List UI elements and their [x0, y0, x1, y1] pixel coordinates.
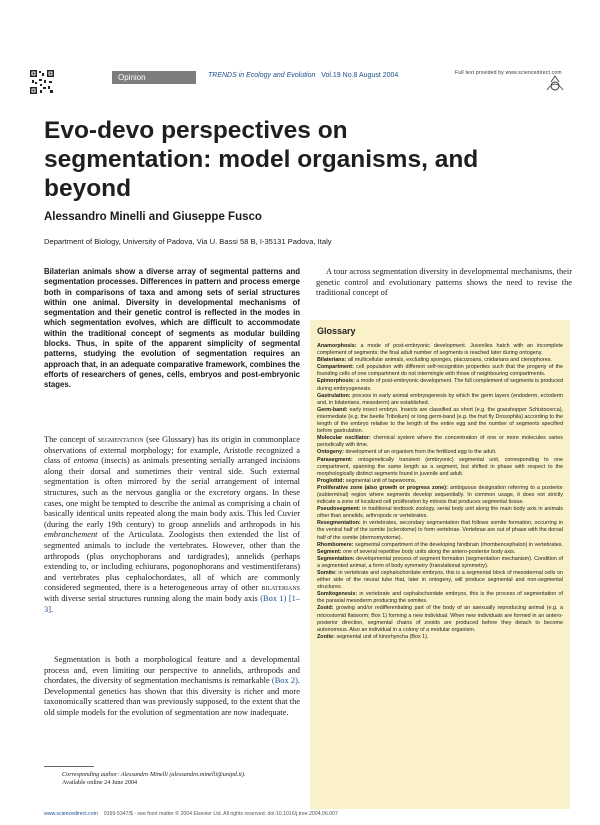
affiliation: Department of Biology, University of Padova, Via U. Bassi 58 B, I-35131 Padova, Italy [44, 237, 332, 246]
journal-name: TRENDS in Ecology and Evolution [208, 72, 316, 79]
glossary-entry [317, 634, 563, 641]
glossary-entry-term: Proliferative zone (also growth or progress zone): [317, 484, 448, 491]
glossary-entry [317, 364, 563, 378]
glossary-entry [317, 407, 563, 435]
footnote-divider [44, 766, 94, 767]
glossary-entry-definition: cell population with different self-recognition properties such that the progeny of the founding cells of one compartment do not intermingle with those of neighbouring compartments. [317, 364, 563, 378]
glossary-entry-term: Proglottid: [317, 477, 345, 484]
glossary-entry [317, 542, 563, 549]
glossary-entry-definition: in vertebrate and cephalochordate embryos, this is the process of segmentation of the paraxial mesoderm producing the somites. [317, 591, 563, 605]
glossary-entry-term: Anamorphosis: [317, 343, 357, 349]
glossary-entry-term: Epimorphosis: [317, 378, 355, 385]
body-paragraph-1 [44, 435, 300, 615]
glossary-entry [317, 506, 563, 520]
glossary-entry-term: Ontogeny: [317, 449, 344, 456]
text-run: The concept of [44, 435, 98, 444]
journal-issue: Vol.19 No.8 August 2004 [321, 72, 399, 79]
box-reference-link[interactable]: (Box 2) [271, 676, 298, 686]
italic-term: entoma [73, 456, 99, 466]
glossary-entry-definition: segmental unit of kinorhyncha (Box 1). [334, 633, 429, 640]
glossary-entry [317, 357, 563, 364]
glossary-entry [317, 457, 563, 478]
glossary-entry-term: Zonite: [317, 633, 335, 640]
glossary-entry-term: Gastrulation: [317, 392, 351, 399]
glossary-entry-term: Resegmentation: [317, 520, 361, 527]
article-title: Evo-devo perspectives on segmentation: model organisms, and beyond [44, 117, 479, 202]
glossary-entry-term: Parasegment: [317, 456, 353, 463]
glossary-entry-term: Somite: [317, 570, 337, 576]
glossary-term: bilaterians [261, 583, 300, 593]
copyright-info: 0169-5347/$ - see front matter © 2004 Elsevier Ltd. All rights reserved. doi:10.1016/j.tree.2004.06.007 [103, 811, 338, 817]
glossary-entry-definition: process in early animal embryogenesis by which the germ layers (endoderm, ectoderm and, in bilaterians, mesoderm) are established. [317, 392, 563, 406]
qr-code-icon [30, 70, 54, 94]
glossary-entry [317, 378, 563, 392]
glossary-entry-definition: early insect embryo. Insects are classified as short (e.g. the grasshopper Schistocerca), intermediate (e.g. the beetle Tribolium) or long germ-band (e.g. the fruit fly Drosophila) according to the length of the embryo relative to the length of the entire egg and the number of segments specified before gastrulation. [317, 406, 563, 435]
text-run: (see Glossary) has its origin in commonplace observations of external morphology; for example, Aristotle recognized a class of [44, 435, 300, 466]
glossary-entry-definition: in vertebrates, secondary segmentation that follows somite formation, occurring in the ventral half of the somite (sclerotome) to form vertebrae. Vertebrae are out of phase with the dorsal half of the somite (dermomyotome). [317, 520, 563, 541]
text-run: Segmentation is both a morphological feature and a developmental process and, even limiting our perspective to annelids, arthropods and chordates, the diversity of segmentation mechanisms is remarkable [44, 655, 300, 686]
glossary-entry [317, 478, 563, 485]
glossary-entry [317, 520, 563, 541]
sciencedirect-logo-icon [455, 70, 570, 96]
glossary-entry-term: Pseudosegment: [317, 506, 361, 513]
glossary-entry [317, 435, 563, 449]
glossary-entry [317, 605, 563, 633]
glossary-entry [317, 556, 563, 570]
body-paragraph-3: A tour across segmentation diversity in developmental mechanisms, their genetic control and evolutionary patterns shows the need to revise the traditional concept of [316, 267, 572, 298]
sciencedirect-url[interactable]: www.sciencedirect.com [44, 811, 98, 817]
glossary-entry [317, 485, 563, 506]
glossary-entry-term: Segment: [317, 548, 342, 555]
glossary-entry-definition: all multicellular animals, excluding sponges, placozoans, cnidarians and ctenophores. [346, 357, 552, 364]
glossary-entry-definition: ambiguous designation referring to a posterior (subterminal) region where segments develop sequentially. In common usage, it does not strictly indicate a zone of localized cell proliferation by mitosis that produces segmental tissue. [317, 484, 563, 506]
glossary-entry-definition: one of several repetitive body units along the antero-posterior body axis. [341, 548, 516, 555]
glossary-entry-term: Compartment: [317, 364, 354, 371]
glossary-entry [317, 393, 563, 407]
text-run: of the Articulata. Zoologists then extended the list of segmented animals to include the vertebrates. However, other than the arthropods (plus onychophorans and tardigrades), annelids (perhaps extending to, or including echiurans, pogonophorans and vestimentiferans) and vertebrates plus cephalochordates, all of which are commonly considered segmented, there is a heterogeneous array of other [44, 530, 300, 593]
glossary-entry-definition: growing and/or redifferentiating part of the body of an asexually reproducing animal (e.g. a microstomid flatworm; Box 1) forming a new individual. When new individuals are formed in an antero-posterior direction, segmental chains of zooids are produced before they detach to become autonomous. Also an individual in a colony of a modular organism. [317, 605, 563, 633]
glossary-entry-definition: segmental compartment of the developing hindbrain (rhombencephalon) in vertebrates. [353, 541, 564, 548]
glossary-entry [317, 343, 563, 357]
glossary-entry-term: Rhombomere: [317, 541, 354, 548]
corresponding-author: Corresponding author: Alessandro Minelli (alessandro.minelli@unipd.it). [62, 771, 246, 778]
glossary-entry-definition: a mode of post-embryonic development. Juveniles hatch with an incomplete complement of segments; the final adult number of segments is reached later during ontogeny. [317, 343, 563, 357]
bottom-bar [44, 811, 338, 817]
glossary-title: Glossary [317, 326, 356, 336]
glossary-entry-term: Molecular oscillator: [317, 435, 371, 442]
journal-header [208, 72, 398, 79]
glossary-entry-term: Zooid: [317, 605, 334, 612]
glossary-entry-definition: in traditional textbook zoology, serial body unit along the main body axis in animals other than annelids, arthropods or vertebrates. [317, 506, 563, 520]
glossary-term: segmentation [97, 435, 144, 444]
glossary-entry-definition: segmental unit of tapeworms. [344, 477, 417, 484]
body-paragraph-2 [44, 655, 300, 719]
glossary-entry-definition: developmental process of segment formation (segmentation mechanism). Condition of a segmented animal, a form of body symmetry (translational symmetry). [317, 555, 563, 569]
glossary-box [310, 320, 570, 809]
glossary-entry-term: Germ-band: [317, 406, 348, 413]
glossary-entry-term: Bilaterians: [317, 357, 347, 364]
box-reference-link[interactable]: (Box 1) [1–3] [44, 593, 301, 614]
glossary-entry-definition: chemical system where the concentration of one or more molecules varies periodically with time. [317, 435, 563, 449]
glossary-entry [317, 591, 563, 605]
glossary-entry-definition: ontogenetically transient (embryonic) segmental unit, corresponding to one compartment, spanning the same length as a segment, but shifted in phase with respect to the morphologically distinct segments found in juvenile and adult. [317, 456, 563, 477]
text-run: (insects) as animals presenting serially arranged incisions along their dorsal and sometimes their ventral side. Such external segmentation is often mirrored by the serial arrangement of internal structures, such as the nervous ganglia or the excretory organs. In these cases, one might be tempted to describe the animal as comprising a chain of basically identical units repeated along the main body axis. This led Cuvier (during the early 19th century) to group annelids and arthropods in his [44, 456, 300, 529]
abstract: Bilaterian animals show a diverse array of segmental patterns and segmentation processes. Differences in pattern and process emerge both in comparisons of taxa and among sets of serial structures within one animal. Diversity in developmental mechanisms of segmentation and their genetic control is reflected in the modes in which segmentation evolves, which are difficult to accommodate within the traditional concept of segments as modular building blocks. Thus, in spite of the apparent simplicity of segmental patterns, studying the evolution of segmentation requires an approach that, in an adequate comparative framework, combines the efforts of researchers of genes, cells, embryos and post-embryonic stages. [44, 267, 300, 390]
text-run: . Developmental genetics has shown that this diversity is richer and more taxonomically scattered than was previously supposed, to the extent that the old simple models for the evolution of segmentation are now inadequate. [44, 676, 300, 717]
glossary-list [317, 343, 563, 641]
glossary-entry-definition: a mode of post-embryonic development. The full complement of segments is produced during embryogenesis. [317, 378, 563, 392]
italic-term: embranchement [44, 530, 98, 540]
section-tag: Opinion [112, 71, 196, 84]
glossary-entry [317, 549, 563, 556]
glossary-entry-term: Segmentation: [317, 555, 355, 562]
glossary-entry [317, 449, 563, 456]
authors: Alessandro Minelli and Giuseppe Fusco [44, 211, 262, 223]
text-run: . [50, 604, 54, 614]
text-run: with diverse serial structures running along the main body axis [44, 593, 261, 603]
footnote [62, 771, 302, 787]
glossary-entry [317, 570, 563, 591]
glossary-entry-definition: in vertebrate and cephalochordate embryos, this is a segmental block of mesodermal cells on either side of the neural tube that, later in ontogeny, will produce segmental and non-segmental structures. [317, 570, 563, 591]
glossary-entry-term: Somitogenesis: [317, 591, 358, 598]
online-date: Available online 24 June 2004 [62, 779, 138, 786]
glossary-entry-definition: development of an organism from the fertilized egg to the adult. [343, 449, 497, 456]
publisher-logo-text: Full text provided by www.sciencedirect.com [455, 70, 562, 76]
